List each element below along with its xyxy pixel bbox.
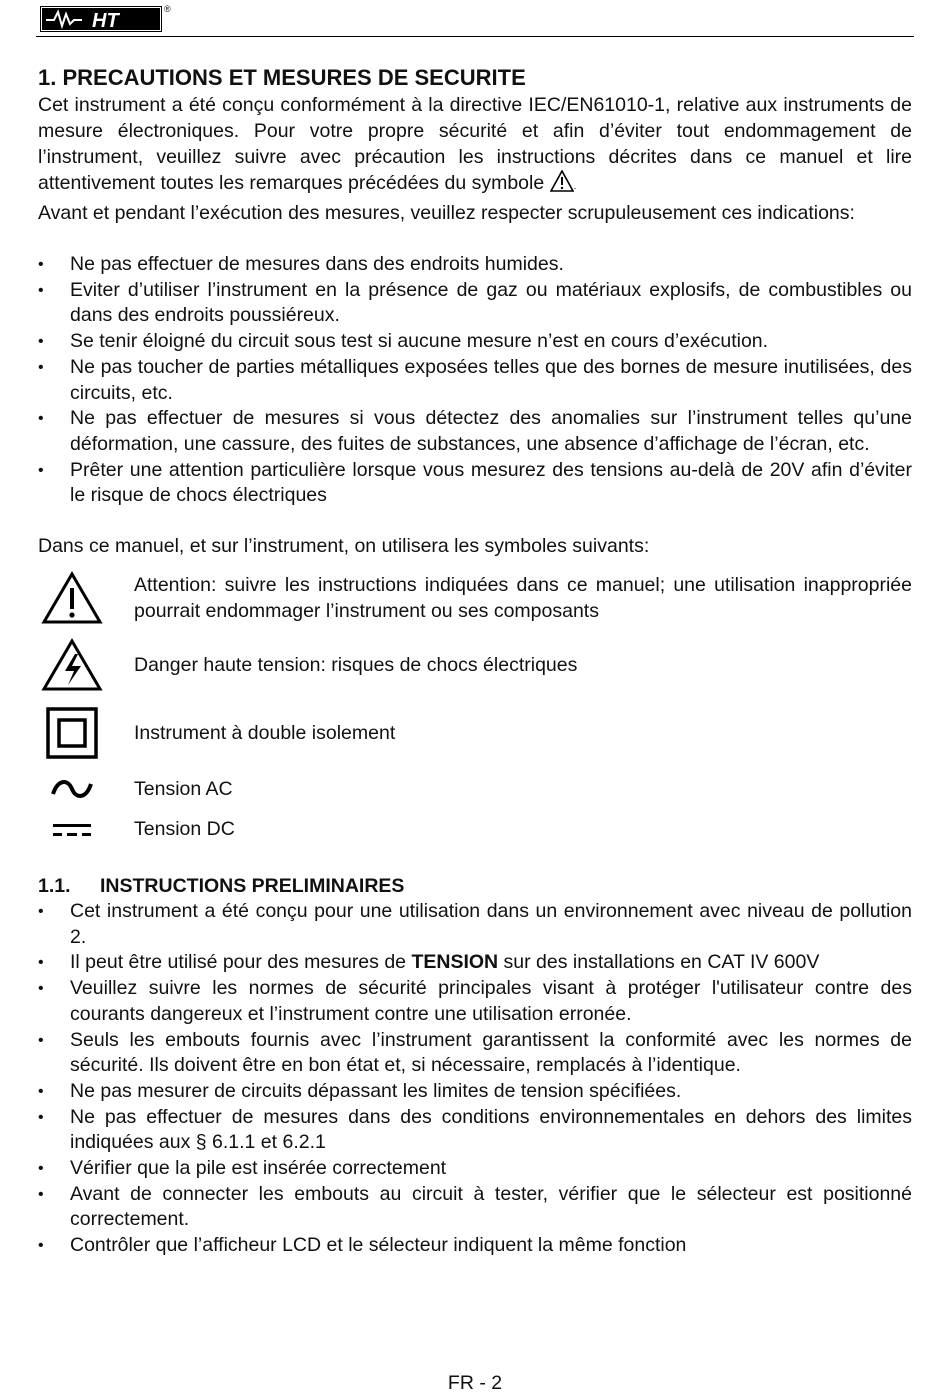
page-number: FR - 2	[447, 1372, 503, 1394]
list-item: • Contrôler que l’afficheur LCD et le sélecteur indiquent la même fonction	[38, 1233, 912, 1259]
symbol-row	[38, 703, 912, 763]
precautions-list	[38, 252, 912, 509]
list-item: • Cet instrument a été conçu pour une utilisation dans un environnement avec niveau de pollution 2.	[38, 899, 912, 950]
intro-paragraph	[38, 92, 912, 200]
ac-tilde-icon	[50, 776, 94, 802]
subsection-title	[38, 873, 912, 899]
list-item: • Prêter une attention particulière lorsque vous mesurez des tensions au-delà de 20V afin d’éviter le risque de chocs électriques	[38, 458, 912, 509]
subsection-number: 1.1.	[38, 875, 71, 898]
intro-paragraph-2: Avant et pendant l’exécution des mesures, veuillez respecter scrupuleusement ces indications:	[38, 202, 855, 224]
intro-dot: .	[573, 181, 577, 192]
symbol-description: Tension AC	[134, 778, 233, 801]
ht-logo	[40, 6, 162, 32]
list-item: • Se tenir éloigné du circuit sous test si aucune mesure n’est en cours d’exécution.	[38, 329, 912, 355]
subsection-title-text: INSTRUCTIONS PRELIMINAIRES	[100, 875, 405, 898]
list-item	[38, 950, 912, 976]
list-item: • Ne pas mesurer de circuits dépassant les limites de tension spécifiées.	[38, 1079, 912, 1105]
high-voltage-icon	[41, 638, 103, 692]
symbol-description: Instrument à double isolement	[134, 722, 396, 745]
symbol-row	[38, 769, 912, 809]
page-content	[38, 64, 912, 1259]
double-insulation-icon	[45, 706, 99, 760]
list-item: • Eviter d’utiliser l’instrument en la présence de gaz ou matériaux explosifs, de combustibles ou dans des endroits poussiéreux.	[38, 278, 912, 329]
symbol-row	[38, 567, 912, 629]
symbol-row	[38, 809, 912, 849]
list-item: • Veuillez suivre les normes de sécurité principales visant à protéger l'utilisateur contre des courants dangereux et l’instrument contre une utilisation erronée.	[38, 976, 912, 1027]
list-item: • Seuls les embouts fournis avec l’instrument garantissent la conformité avec les normes de sécurité. Ils doivent être en bon état et, si nécessaire, remplacés à l’identique.	[38, 1028, 912, 1079]
warning-triangle-icon	[41, 571, 103, 625]
list-item-text: Il peut être utilisé pour des mesures de	[70, 951, 412, 974]
symbol-row	[38, 637, 912, 693]
symbol-description: Tension DC	[134, 818, 235, 841]
emphasis-text: TENSION	[411, 951, 499, 974]
instructions-list	[38, 899, 912, 1259]
list-item: • Avant de connecter les embouts au circuit à tester, vérifier que le sélecteur est positionné correctement.	[38, 1182, 912, 1233]
symbol-description: Attention: suivre les instructions indiquées dans ce manuel; une utilisation inappropriée pourrait endommager l’instrument ou ses composants	[134, 574, 912, 623]
list-item: • Ne pas effectuer de mesures dans des endroits humides.	[38, 252, 912, 278]
list-item: • Ne pas toucher de parties métalliques exposées telles que des bornes de mesure inutilisées, des circuits, etc.	[38, 355, 912, 406]
logo-text: HT	[92, 10, 119, 32]
warning-triangle-icon	[550, 170, 574, 192]
dc-symbol-icon	[51, 819, 93, 839]
list-item-text: sur des installations en CAT IV 600V	[498, 951, 820, 974]
list-item: • Ne pas effectuer de mesures si vous détectez des anomalies sur l’instrument telles qu’une déformation, une cassure, des fuites de substances, une absence d’affichage de l’écran, etc.	[38, 406, 912, 457]
page-header	[36, 0, 914, 37]
symbol-description: Danger haute tension: risques de chocs électriques	[134, 654, 578, 677]
section-title: 1. PRECAUTIONS ET MESURES DE SECURITE	[38, 65, 526, 90]
registered-mark: ®	[164, 4, 171, 14]
list-item: • Vérifier que la pile est insérée correctement	[38, 1156, 912, 1182]
list-item: • Ne pas effectuer de mesures dans des conditions environnementales en dehors des limites indiquées aux § 6.1.1 et 6.2.1	[38, 1105, 912, 1156]
symbols-intro: Dans ce manuel, et sur l’instrument, on utilisera les symboles suivants:	[38, 535, 650, 558]
intro-text: Cet instrument a été conçu conformément à la directive IEC/EN61010-1, relative aux instruments de mesure électroniques. Pour votre propre sécurité et afin d’éviter tout endommagement de l’instrument, veuillez suivre avec précaution les instructions décrites dans ce manuel et lire attentivement toutes les remarques précédées du symbole	[38, 94, 912, 194]
